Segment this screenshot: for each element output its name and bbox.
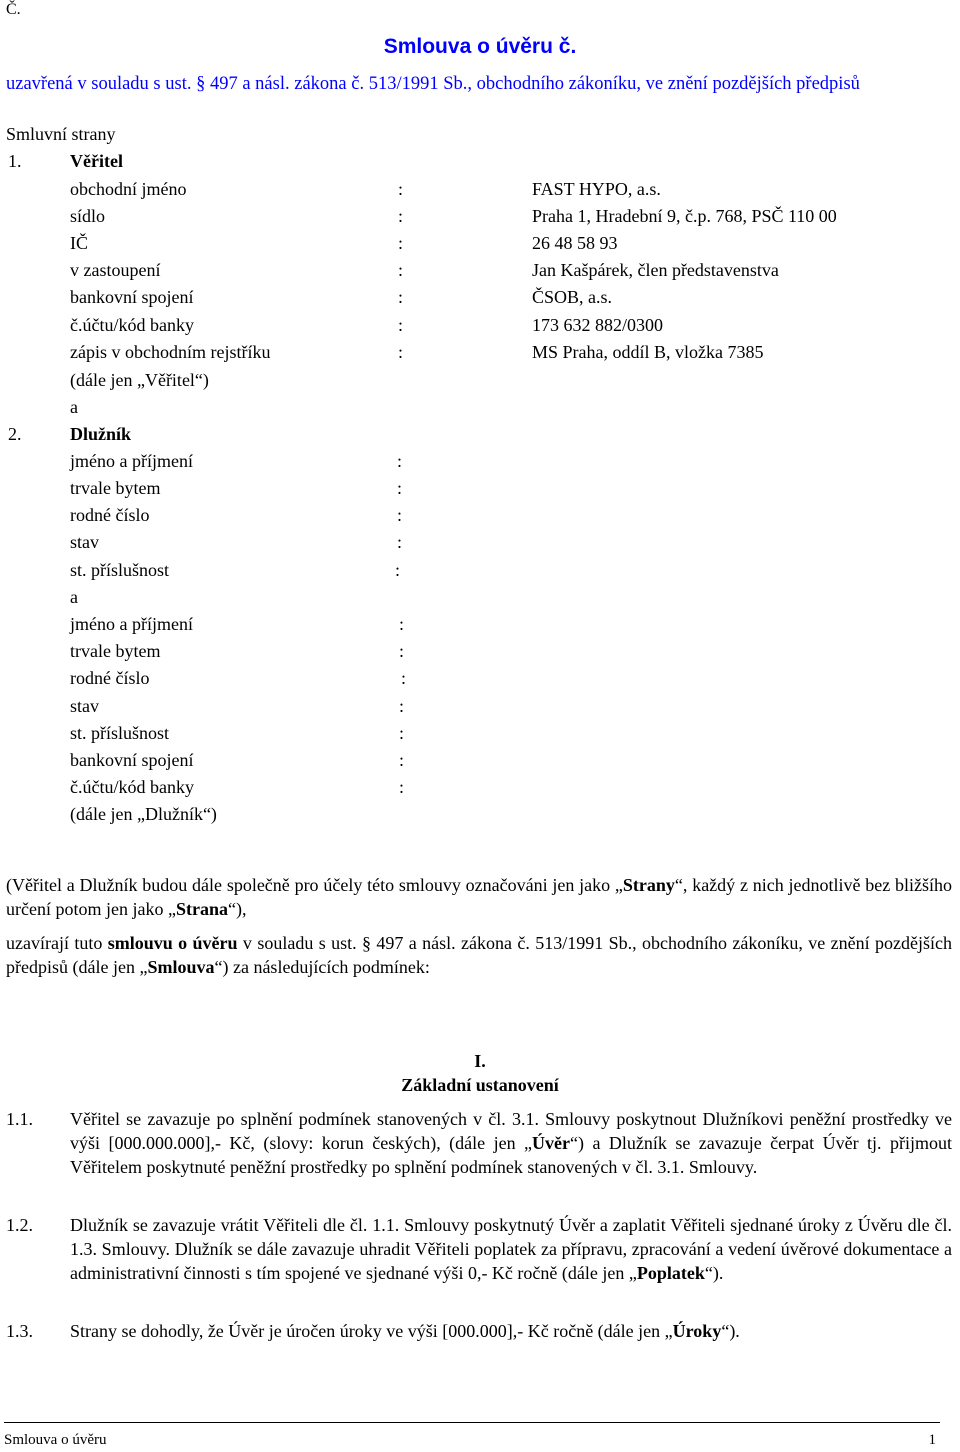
field-colon: : <box>399 641 405 661</box>
field-key: stav <box>70 696 99 716</box>
footer-title: Smlouva o úvěru <box>4 1432 107 1448</box>
creditor-alias: (dále jen „Věřitel“) <box>70 370 209 390</box>
field-value: MS Praha, oddíl B, vložka 7385 <box>532 342 764 362</box>
field-key: v zastoupení <box>70 260 161 280</box>
field-value: Jan Kašpárek, člen představenstva <box>532 260 779 280</box>
field-key: IČ <box>70 233 88 253</box>
field-colon: : <box>397 451 403 471</box>
creditor-row <box>0 204 960 228</box>
field-value: Praha 1, Hradební 9, č.p. 768, PSČ 110 00 <box>532 206 837 226</box>
field-colon: : <box>398 206 404 226</box>
conjunction: a <box>70 587 78 607</box>
creditor-row <box>0 340 960 364</box>
field-colon: : <box>395 560 401 580</box>
debtor-row <box>0 721 960 745</box>
field-value: 26 48 58 93 <box>532 233 618 253</box>
field-colon: : <box>399 723 405 743</box>
section-heading: Základní ustanovení <box>401 1075 559 1095</box>
field-colon: : <box>399 696 405 716</box>
defined-term-uver: Úvěr <box>532 1133 571 1153</box>
creditor-row <box>0 285 960 309</box>
field-key: trvale bytem <box>70 478 161 498</box>
section-numeral: I. <box>474 1051 486 1071</box>
field-colon: : <box>398 179 404 199</box>
creditor-row <box>0 258 960 282</box>
field-key: bankovní spojení <box>70 287 194 307</box>
field-colon: : <box>398 315 404 335</box>
document-title: Smlouva o úvěru č. <box>383 35 577 58</box>
field-key: trvale bytem <box>70 641 161 661</box>
field-key: bankovní spojení <box>70 750 194 770</box>
footer-divider <box>4 1422 940 1423</box>
defined-term-uroky: Úroky <box>672 1321 722 1341</box>
defined-term-poplatek: Poplatek <box>636 1263 705 1283</box>
clause-number: 1.2. <box>6 1215 33 1235</box>
field-colon: : <box>401 668 407 688</box>
debtor-number: 2. <box>8 424 22 444</box>
field-colon: : <box>397 478 403 498</box>
field-key: obchodní jméno <box>70 179 187 199</box>
debtor-row <box>0 748 960 772</box>
text-run: Dlužník se zavazuje vrátit Věřiteli dle čl. 1.1. Smlouvy poskytnutý Úvěr a zaplatit Věřiteli sjednané úroky z Úvěru dle čl. 1.3. Smlouvy. Dlužník se dále zavazuje uhradit Věřiteli poplatek za přípravu, zpracování a vedení úvěrové dokumentace a administrativní činnosti s tím spojené ve sjednané výši 0,- Kč ročně (dále jen „ <box>70 1215 952 1283</box>
clause-text <box>70 1319 952 1343</box>
field-colon: : <box>398 233 404 253</box>
creditor-row <box>0 231 960 255</box>
debtor-heading <box>0 422 960 446</box>
field-key: jméno a příjmení <box>70 614 193 634</box>
defined-term-smlouva-o-uveru: smlouvu o úvěru <box>107 933 238 953</box>
creditor-row <box>0 177 960 201</box>
text-run: “). <box>704 1263 724 1283</box>
debtor-row <box>0 558 960 582</box>
parties-heading: Smluvní strany <box>6 124 116 144</box>
field-value: FAST HYPO, a.s. <box>532 179 661 199</box>
field-colon: : <box>399 777 405 797</box>
text-run: Strany se dohodly, že Úvěr je úročen úroky ve výši [000.000],- Kč ročně (dále jen „ <box>70 1321 673 1341</box>
field-colon: : <box>398 342 404 362</box>
field-key: č.účtu/kód banky <box>70 315 194 335</box>
debtor-row <box>0 449 960 473</box>
clause-number: 1.3. <box>6 1321 33 1341</box>
field-colon: : <box>397 505 403 525</box>
debtor-row <box>0 612 960 636</box>
creditor-number: 1. <box>8 151 22 171</box>
document-subtitle: uzavřená v souladu s ust. § 497 a násl. zákona č. 513/1991 Sb., obchodního zákoníku, ve znění pozdějších předpisů <box>6 74 860 94</box>
field-colon: : <box>398 260 404 280</box>
corner-mark: Č. <box>6 1 21 18</box>
text-run: “). <box>721 1321 740 1341</box>
field-colon: : <box>399 750 405 770</box>
debtor-alias: (dále jen „Dlužník“) <box>70 804 217 824</box>
text-run: v souladu s ust. § 497 a násl. zákona č. 513/1991 Sb., obchodního zákoníku, ve znění pozdějších předpisů (dále jen „ <box>6 933 952 977</box>
field-key: sídlo <box>70 206 106 226</box>
field-colon: : <box>398 287 404 307</box>
clause-text <box>70 1213 952 1285</box>
text-run: “) za následujících podmínek: <box>214 957 430 977</box>
debtor-label: Dlužník <box>70 424 132 444</box>
creditor-heading <box>0 149 960 173</box>
debtor-row <box>0 694 960 718</box>
field-value: 173 632 882/0300 <box>532 315 664 335</box>
text-run: “) a Dlužník se zavazuje čerpat Úvěr tj. přijmout Věřitelem poskytnuté peněžní prostředky po splnění podmínek stanovených v čl. 3.1. Smlouvy. <box>70 1133 952 1177</box>
creditor-label: Věřitel <box>70 151 123 171</box>
text-run: Věřitel se zavazuje po splnění podmínek stanovených v čl. 3.1. Smlouvy poskytnout Dlužníkovi peněžní prostředky ve výši [000.000.000],- Kč, (slovy: korun českých), (dále jen „ <box>70 1109 952 1153</box>
field-key: st. příslušnost <box>70 723 170 743</box>
debtor-row <box>0 530 960 554</box>
intro-paragraph-agreement <box>6 931 952 979</box>
conjunction: a <box>70 397 78 417</box>
clause-text <box>70 1107 952 1179</box>
field-key: zápis v obchodním rejstříku <box>70 342 271 362</box>
field-value: ČSOB, a.s. <box>532 287 613 307</box>
field-key: st. příslušnost <box>70 560 170 580</box>
debtor-row <box>0 775 960 799</box>
defined-term-smlouva: Smlouva <box>147 957 215 977</box>
creditor-row <box>0 313 960 337</box>
debtor-row <box>0 639 960 663</box>
defined-term-strany: Strany <box>622 875 675 895</box>
field-colon: : <box>397 532 403 552</box>
text-run: “), <box>227 899 247 919</box>
field-key: č.účtu/kód banky <box>70 777 194 797</box>
field-key: rodné číslo <box>70 668 150 688</box>
text-run: uzavírají tuto <box>6 933 108 953</box>
page-number: 1 <box>928 1432 936 1448</box>
defined-term-strana: Strana <box>175 899 228 919</box>
text-run: “, každý z nich jednotlivě bez bližšího určení potom jen jako „ <box>6 875 952 919</box>
field-key: rodné číslo <box>70 505 150 525</box>
clause-number: 1.1. <box>6 1109 33 1129</box>
debtor-row <box>0 666 960 690</box>
text-run: (Věřitel a Dlužník budou dále společně pro účely této smlouvy označováni jen jako „ <box>6 875 623 895</box>
field-key: jméno a příjmení <box>70 451 193 471</box>
field-colon: : <box>399 614 405 634</box>
field-key: stav <box>70 532 99 552</box>
debtor-row <box>0 476 960 500</box>
intro-paragraph-parties <box>6 873 952 921</box>
debtor-row <box>0 503 960 527</box>
